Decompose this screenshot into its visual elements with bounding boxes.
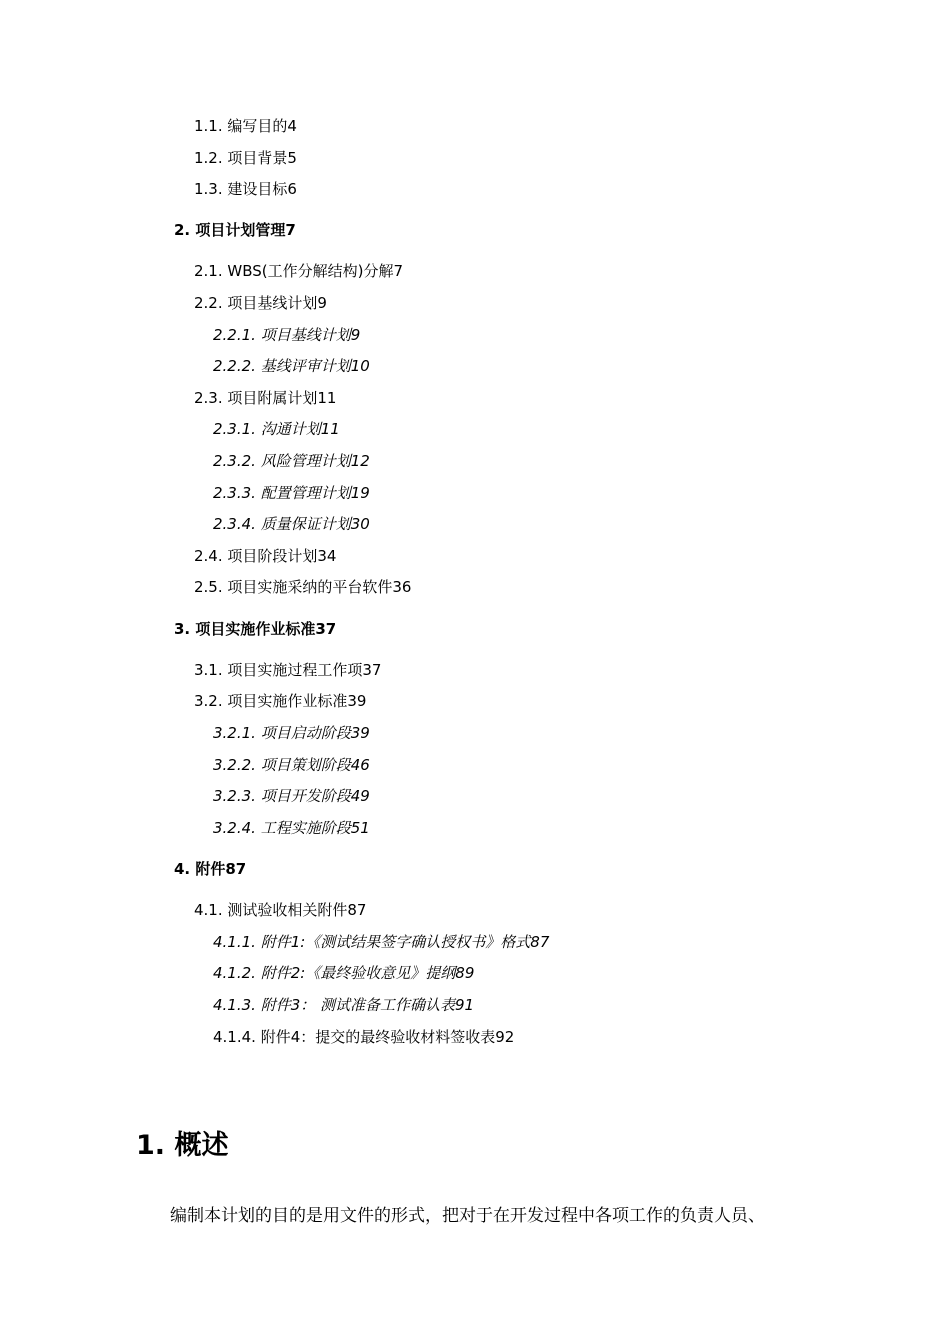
toc-entry[interactable]: 4.1.1. 附件1:《测试结果签字确认授权书》格式87 xyxy=(213,933,550,951)
toc-entry[interactable]: 2.5. 项目实施采纳的平台软件36 xyxy=(194,578,412,596)
toc-entry[interactable]: 3.2. 项目实施作业标准39 xyxy=(194,692,367,710)
section-paragraph: 编制本计划的目的是用文件的形式，把对于在开发过程中各项工作的负责人员、 xyxy=(170,1206,765,1226)
toc-entry[interactable]: 2.3.4. 质量保证计划30 xyxy=(213,515,370,533)
toc-entry[interactable]: 4.1. 测试验收相关附件87 xyxy=(194,901,367,919)
toc-entry[interactable]: 2.2.1. 项目基线计划9 xyxy=(213,326,361,344)
toc-entry[interactable]: 4.1.2. 附件2:《最终验收意见》提纲89 xyxy=(213,964,475,982)
toc-entry[interactable]: 2.3. 项目附属计划11 xyxy=(194,389,337,407)
toc-entry[interactable]: 4. 附件87 xyxy=(174,860,247,878)
toc-entry[interactable]: 2.2. 项目基线计划9 xyxy=(194,294,327,312)
toc-entry[interactable]: 4.1.4. 附件4：提交的最终验收材料签收表92 xyxy=(213,1028,515,1046)
toc-entry[interactable]: 3.2.4. 工程实施阶段51 xyxy=(213,819,370,837)
toc-entry[interactable]: 2.4. 项目阶段计划34 xyxy=(194,547,337,565)
toc-entry[interactable]: 3.2.1. 项目启动阶段39 xyxy=(213,724,370,742)
toc-entry[interactable]: 3.1. 项目实施过程工作项37 xyxy=(194,661,382,679)
toc-entry[interactable]: 1.2. 项目背景5 xyxy=(194,149,297,167)
toc-entry[interactable]: 2.3.2. 风险管理计划12 xyxy=(213,452,370,470)
toc-entry[interactable]: 4.1.3. 附件3： 测试准备工作确认表91 xyxy=(213,996,475,1014)
toc-entry[interactable]: 3.2.2. 项目策划阶段46 xyxy=(213,756,370,774)
toc-entry[interactable]: 1.3. 建设目标6 xyxy=(194,180,297,198)
toc-entry[interactable]: 2.2.2. 基线评审计划10 xyxy=(213,357,370,375)
toc-entry[interactable]: 1.1. 编写目的4 xyxy=(194,117,297,135)
toc-entry[interactable]: 2. 项目计划管理7 xyxy=(174,221,296,239)
toc-entry[interactable]: 2.1. WBS(工作分解结构)分解7 xyxy=(194,262,404,280)
toc-entry[interactable]: 2.3.3. 配置管理计划19 xyxy=(213,484,370,502)
toc-entry[interactable]: 3. 项目实施作业标准37 xyxy=(174,620,337,638)
section-heading: 1. 概述 xyxy=(136,1130,229,1161)
toc-entry[interactable]: 3.2.3. 项目开发阶段49 xyxy=(213,787,370,805)
toc-entry[interactable]: 2.3.1. 沟通计划11 xyxy=(213,420,340,438)
